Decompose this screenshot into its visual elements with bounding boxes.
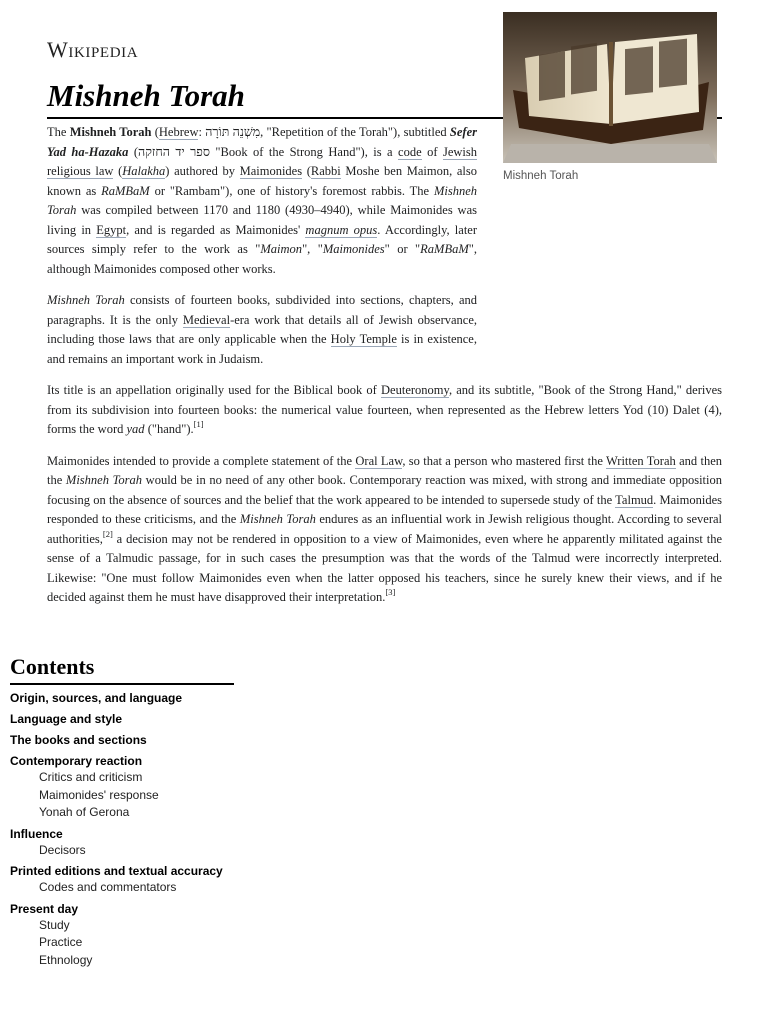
text: and then the bbox=[47, 453, 722, 487]
toc-item[interactable] bbox=[10, 825, 310, 860]
toc-item[interactable] bbox=[10, 689, 310, 707]
toc-item-label[interactable]: Printed editions and textual accuracy bbox=[10, 864, 223, 878]
text: ", " bbox=[302, 242, 323, 256]
link-medieval[interactable]: Medieval bbox=[182, 312, 231, 327]
link-maimonides[interactable]: Maimonides bbox=[239, 164, 303, 178]
link-code[interactable]: code bbox=[398, 144, 422, 159]
link-halakha[interactable] bbox=[122, 164, 165, 179]
toc-item-label[interactable]: Present day bbox=[10, 901, 79, 916]
italic-term: Mishneh Torah bbox=[65, 473, 143, 487]
toc-subitem[interactable]: Critics and criticism bbox=[39, 770, 143, 784]
toc-subitem[interactable]: Codes and commentators bbox=[39, 880, 177, 894]
text: or "Rambam"), one of history's foremost rabbis. The bbox=[149, 183, 434, 198]
text: ", although Maimonides composed other works. bbox=[47, 242, 477, 276]
text: was compiled between 1170 and 1180 (4930–4940), while Maimonides was living in bbox=[47, 203, 477, 237]
text: ) authored by bbox=[165, 164, 240, 178]
toc-item[interactable] bbox=[10, 752, 310, 822]
text: magnum opus bbox=[305, 222, 378, 237]
link-written-torah[interactable]: Written Torah bbox=[606, 453, 676, 468]
bold-term: Mishneh Torah bbox=[69, 125, 152, 139]
text: Its title is an appellation originally used for the Biblical book of bbox=[47, 383, 382, 397]
text: , and its subtitle, "Book of the Strong Hand," derives from its subdivision into fourteen books: the numerical value fourteen, when represented as the Hebrew letters Yod (10) Dalet (4), forms the word bbox=[47, 383, 722, 436]
text: of bbox=[421, 144, 443, 159]
citation-ref[interactable]: [2] bbox=[102, 528, 113, 539]
paragraph-2 bbox=[47, 291, 477, 369]
page-title: Mishneh Torah bbox=[47, 78, 245, 113]
toc-item[interactable] bbox=[10, 862, 310, 897]
text: . Accordingly, later sources simply refer to the work as " bbox=[47, 222, 478, 256]
link-magnum-opus[interactable] bbox=[305, 223, 377, 238]
bold-subtitle: Sefer Yad ha-Hazaka bbox=[47, 125, 477, 159]
text: ( bbox=[302, 164, 311, 178]
toc-item-label[interactable]: Influence bbox=[10, 826, 63, 841]
link-religious-law[interactable]: religious law bbox=[47, 164, 114, 178]
citation-ref[interactable]: [3] bbox=[385, 587, 396, 597]
paragraph-3 bbox=[47, 381, 722, 440]
text: : מִשְׁנֵה תּוֹרָה, "Repetition of the Torah"), subtitled bbox=[198, 125, 450, 139]
table-of-contents bbox=[10, 652, 310, 972]
toc-item-label[interactable]: The books and sections bbox=[10, 733, 147, 747]
italic-term: Maimon bbox=[260, 242, 303, 256]
link-oral-law[interactable]: Oral Law bbox=[355, 453, 403, 468]
text: (ספר יד החזקה "Book of the Strong Hand"), is a bbox=[128, 144, 399, 159]
text: ( bbox=[151, 125, 159, 139]
toc-divider bbox=[10, 683, 234, 685]
italic-term: RaMBaM bbox=[101, 183, 150, 198]
italic-term: Maimonides bbox=[322, 242, 385, 256]
toc-item[interactable] bbox=[10, 900, 310, 970]
toc-subitem[interactable]: Decisors bbox=[39, 842, 86, 857]
toc-subitem[interactable]: Yonah of Gerona bbox=[39, 805, 130, 819]
toc-item[interactable] bbox=[10, 710, 310, 728]
text: consists of fourteen books, subdivided into sections, chapters, and paragraphs. It is the only bbox=[47, 293, 478, 327]
toc-sublist bbox=[39, 917, 310, 970]
article-body bbox=[47, 123, 722, 620]
toc-sublist bbox=[39, 769, 310, 822]
italic-term: Mishneh Torah bbox=[239, 512, 316, 526]
toc-item-label[interactable]: Origin, sources, and language bbox=[10, 691, 183, 705]
link-jewish[interactable]: Jewish bbox=[442, 144, 477, 159]
toc-item-label[interactable]: Language and style bbox=[10, 712, 123, 726]
toc-subitem[interactable]: Maimonides' response bbox=[39, 787, 159, 802]
figure-caption: Mishneh Torah bbox=[503, 170, 579, 182]
text: , so that a person who mastered first the bbox=[402, 453, 606, 468]
text: Maimonides intended to provide a complete statement of the bbox=[47, 453, 356, 468]
toc-subitem[interactable]: Ethnology bbox=[39, 952, 93, 967]
paragraph-1 bbox=[47, 123, 477, 279]
link-hebrew[interactable]: Hebrew bbox=[158, 125, 199, 139]
toc-item-label[interactable]: Contemporary reaction bbox=[10, 754, 143, 768]
toc-item[interactable] bbox=[10, 731, 310, 749]
citation-ref[interactable]: [1] bbox=[193, 419, 204, 429]
text: ("hand"). bbox=[144, 422, 194, 436]
text: Halakha bbox=[122, 164, 166, 178]
link-egypt[interactable]: Egypt bbox=[96, 222, 127, 237]
text: " or " bbox=[384, 242, 421, 256]
text: , and is regarded as Maimonides' bbox=[126, 222, 306, 237]
toc-sublist bbox=[39, 842, 310, 860]
paragraph-4 bbox=[47, 452, 722, 608]
text: a decision may not be rendered in opposition to a view of Maimonides, even where he apparently militated against the sense of a Talmudic passage, for in such cases the presumption was that the words of the Talmud were incorrectly interpreted. Likewise: "One must follow Maimonides even when the latter opposed his teachers, since he surely knew their views, and if he decided against them he must have disapproved their interpretation. bbox=[47, 531, 722, 604]
italic-term: yad bbox=[126, 422, 145, 436]
italic-term: Mishneh Torah bbox=[47, 183, 477, 217]
wikipedia-wordmark[interactable]: Wikipedia bbox=[47, 37, 139, 62]
text: would be in no need of any other book. Contemporary reaction was mixed, with strong and immediate opposition focusing on the absence of sources and the belief that the work appeared to be intended to supersede study of the bbox=[47, 473, 722, 507]
text: endures as an influential work in Jewish religious thought. According to several authorities, bbox=[47, 512, 723, 546]
italic-term: RaMBaM bbox=[420, 242, 469, 256]
text: is in existence, and remains an important work in Judaism. bbox=[47, 332, 477, 366]
link-deuteronomy[interactable]: Deuteronomy bbox=[381, 383, 449, 397]
text: -era work that details all of Jewish observance, including those laws that are only applicable when the bbox=[47, 312, 477, 346]
toc-subitem[interactable]: Practice bbox=[39, 935, 83, 949]
toc-subitem[interactable]: Study bbox=[39, 917, 70, 932]
link-rabbi[interactable]: Rabbi bbox=[310, 164, 341, 178]
italic-term: Mishneh Torah bbox=[47, 293, 125, 307]
text: ( bbox=[113, 164, 123, 178]
text: The bbox=[47, 125, 70, 139]
link-talmud[interactable]: Talmud bbox=[615, 492, 654, 507]
link-holy-temple[interactable]: Holy Temple bbox=[330, 332, 397, 346]
text: . Maimonides responded to these criticisms, and the bbox=[47, 492, 722, 526]
text: Moshe ben Maimon, also known as bbox=[47, 164, 477, 198]
toc-heading: Contents bbox=[10, 654, 95, 679]
toc-list bbox=[10, 689, 310, 969]
toc-sublist bbox=[39, 879, 310, 897]
